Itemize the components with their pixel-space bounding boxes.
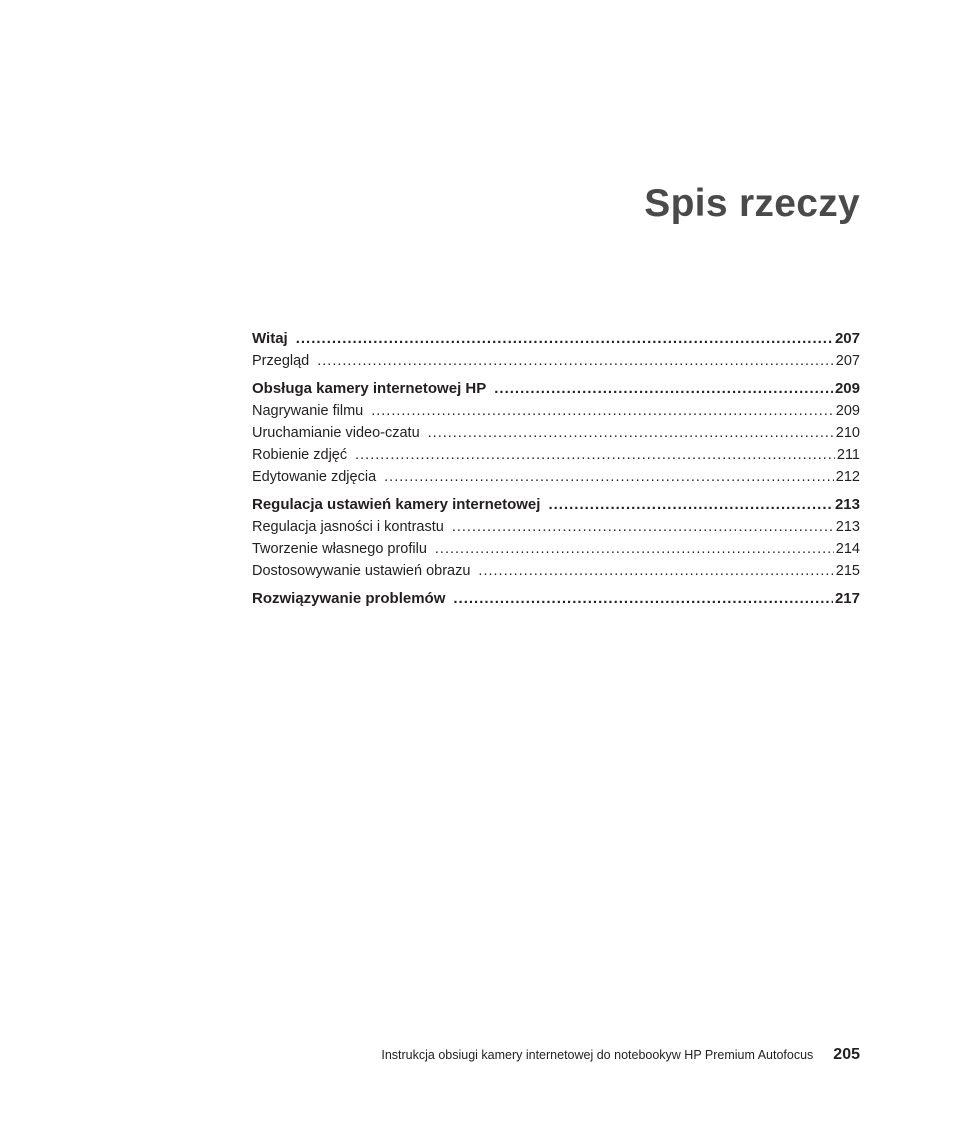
footer-page-number: 205 [833,1046,860,1063]
table-of-contents [252,328,860,610]
toc-entry-label: Przegląd [252,353,310,369]
toc-entry-przeglad[interactable] [252,350,860,372]
toc-entry-page: 209 [834,380,860,397]
toc-entry-label: Robienie zdjęć [252,447,348,463]
toc-dot-leader [548,494,833,516]
toc-entry-rozwiazywanie-problemow[interactable] [252,588,860,610]
toc-entry-page: 207 [835,353,860,369]
toc-entry-page: 215 [835,563,860,579]
page-title: Spis rzeczy [644,182,860,225]
toc-entry-nagrywanie-filmu[interactable] [252,400,860,422]
toc-entry-label: Tworzenie własnego profilu [252,541,427,557]
toc-dot-leader [384,466,834,488]
toc-dot-leader [435,538,834,560]
toc-entry-edytowanie-zdjecia[interactable] [252,466,860,488]
toc-entry-label: Regulacja ustawień kamery internetowej [252,496,541,513]
toc-entry-page: 210 [835,425,860,441]
toc-entry-page: 212 [835,469,860,485]
toc-entry-obsluga-kamery[interactable] [252,378,860,400]
toc-dot-leader [478,560,833,582]
toc-entry-page: 211 [836,447,860,463]
toc-dot-leader [317,350,834,372]
toc-dot-leader [296,328,833,350]
toc-dot-leader [428,422,834,444]
toc-entry-label: Rozwiązywanie problemów [252,590,446,607]
toc-entry-page: 209 [835,403,860,419]
toc-entry-label: Nagrywanie filmu [252,403,364,419]
footer-document-title: Instrukcja obsiugi kamery internetowej do notebookyw HP Premium Autofocus [381,1048,814,1062]
toc-entry-label: Uruchamianie video-czatu [252,425,420,441]
toc-entry-label: Witaj [252,330,288,347]
toc-dot-leader [494,378,833,400]
toc-entry-page: 213 [835,519,860,535]
toc-entry-label: Regulacja jasności i kontrastu [252,519,444,535]
toc-entry-wlasny-profil[interactable] [252,538,860,560]
toc-entry-page: 207 [834,330,860,347]
toc-entry-page: 213 [834,496,860,513]
toc-entry-jasnosc-kontrast[interactable] [252,516,860,538]
toc-entry-video-czat[interactable] [252,422,860,444]
toc-entry-robienie-zdjec[interactable] [252,444,860,466]
toc-entry-regulacja-ustawien[interactable] [252,494,860,516]
toc-entry-page: 214 [835,541,860,557]
toc-dot-leader [452,516,834,538]
toc-entry-witaj[interactable] [252,328,860,350]
toc-entry-label: Obsługa kamery internetowej HP [252,380,487,397]
toc-entry-label: Edytowanie zdjęcia [252,469,377,485]
toc-entry-page: 217 [834,590,860,607]
toc-entry-ustawienia-obrazu[interactable] [252,560,860,582]
toc-entry-label: Dostosowywanie ustawień obrazu [252,563,471,579]
toc-dot-leader [355,444,835,466]
toc-dot-leader [453,588,833,610]
page-footer [381,1046,860,1064]
toc-dot-leader [371,400,834,422]
